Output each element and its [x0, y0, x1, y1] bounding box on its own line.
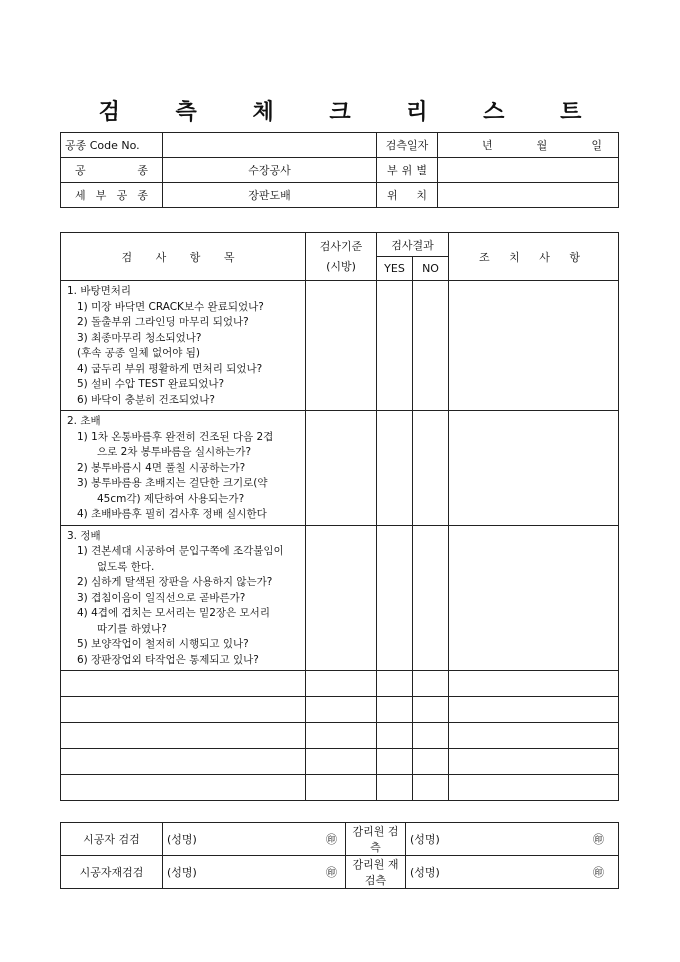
section-heading: 3. 정배 — [67, 529, 101, 542]
no-cell[interactable] — [413, 775, 449, 801]
label-trade: 공 종 — [61, 158, 163, 183]
list-item: 5) 설비 수압 TEST 완료되었나? — [77, 378, 225, 390]
signature-row-2 — [61, 856, 619, 889]
action-cell[interactable] — [449, 281, 619, 411]
standard-cell[interactable] — [306, 697, 377, 723]
action-cell[interactable] — [449, 775, 619, 801]
standard-cell[interactable] — [306, 525, 377, 671]
no-cell[interactable] — [413, 525, 449, 671]
list-item: 1) 견본세대 시공하여 문입구쪽에 조각불임이 — [77, 545, 284, 557]
inspection-table — [60, 232, 619, 801]
label-contractor-recheck: 시공자재검검 — [61, 856, 163, 889]
list-item: 3) 겹침이음이 일직선으로 곧바른가? — [77, 591, 246, 604]
action-cell[interactable] — [449, 697, 619, 723]
list-item: 6) 바닥이 충분히 건조되었나? — [77, 393, 215, 406]
action-cell[interactable] — [449, 723, 619, 749]
item-cell[interactable] — [61, 775, 306, 801]
name-label: (성명) — [167, 833, 197, 846]
name-label: (성명) — [410, 833, 440, 846]
label-code-no: 공종 Code No. — [61, 133, 163, 158]
action-cell[interactable] — [449, 411, 619, 526]
list-item: 으로 2차 봉투바름을 실시하는가? — [97, 446, 252, 458]
seal-icon: ㊞ — [326, 833, 337, 846]
col-yes: YES — [377, 257, 413, 281]
seal-icon: ㊞ — [593, 833, 604, 846]
date-year: 년 — [482, 139, 493, 152]
contractor-signature[interactable] — [163, 823, 346, 856]
empty-row — [61, 775, 619, 801]
no-cell[interactable] — [413, 723, 449, 749]
section-row-2 — [61, 411, 619, 526]
seal-icon: ㊞ — [593, 866, 604, 879]
col-inspection-item: 검 사 항 목 — [61, 233, 306, 281]
contractor-recheck-signature[interactable] — [163, 856, 346, 889]
list-item: (후속 공종 일체 없어야 됨) — [77, 347, 200, 359]
section-row-3 — [61, 525, 619, 671]
item-cell[interactable] — [61, 697, 306, 723]
section-heading: 1. 바탕면처리 — [67, 285, 132, 297]
item-cell[interactable] — [61, 671, 306, 697]
date-day: 일 — [591, 139, 602, 152]
date-month: 월 — [536, 139, 548, 152]
yes-cell[interactable] — [377, 775, 413, 801]
section-2 — [61, 411, 306, 526]
yes-cell[interactable] — [377, 697, 413, 723]
standard-cell[interactable] — [306, 723, 377, 749]
list-item: 4) 굽두리 부위 평활하게 면처리 되었나? — [77, 362, 263, 375]
action-cell[interactable] — [449, 749, 619, 775]
yes-cell[interactable] — [377, 281, 413, 411]
no-cell[interactable] — [413, 411, 449, 526]
value-inspection-date[interactable] — [438, 133, 619, 158]
col-no: NO — [413, 257, 449, 281]
name-label: (성명) — [410, 866, 440, 879]
yes-cell[interactable] — [377, 749, 413, 775]
empty-row — [61, 723, 619, 749]
empty-row — [61, 697, 619, 723]
no-cell[interactable] — [413, 697, 449, 723]
list-item: 3) 최종마무리 청소되었나? — [77, 331, 202, 344]
value-subtrade[interactable]: 장판도배 — [163, 183, 377, 208]
action-cell[interactable] — [449, 671, 619, 697]
list-item: 없도록 한다. — [97, 560, 155, 573]
header-row-trade — [61, 158, 619, 183]
label-inspection-date: 검측일자 — [377, 133, 438, 158]
signature-row-1 — [61, 823, 619, 856]
section-1 — [61, 281, 306, 411]
standard-cell[interactable] — [306, 749, 377, 775]
standard-cell[interactable] — [306, 671, 377, 697]
header-row-code — [61, 133, 619, 158]
no-cell[interactable] — [413, 671, 449, 697]
standard-cell[interactable] — [306, 411, 377, 526]
label-supervisor-recheck: 감리원 재검측 — [346, 856, 406, 889]
yes-cell[interactable] — [377, 411, 413, 526]
header-row-subtrade — [61, 183, 619, 208]
empty-row — [61, 671, 619, 697]
col-standard — [306, 233, 377, 281]
list-item: 2) 돌출부위 그라인딩 마무리 되었나? — [77, 316, 249, 328]
list-item: 2) 심하게 탈색된 장판을 사용하지 않는가? — [77, 576, 273, 588]
standard-cell[interactable] — [306, 281, 377, 411]
col-standard-sub: (시방) — [326, 259, 356, 273]
standard-cell[interactable] — [306, 775, 377, 801]
list-item: 5) 보양작업이 철저히 시행되고 있나? — [77, 638, 249, 650]
section-heading: 2. 초배 — [67, 415, 101, 427]
col-result: 검사결과 — [377, 233, 449, 257]
seal-icon: ㊞ — [326, 866, 337, 879]
supervisor-signature[interactable] — [406, 823, 619, 856]
empty-row — [61, 749, 619, 775]
label-contractor-check: 시공자 검검 — [61, 823, 163, 856]
value-part[interactable] — [438, 158, 619, 183]
header-table — [60, 132, 619, 208]
action-cell[interactable] — [449, 525, 619, 671]
label-supervisor-check: 감리원 검 측 — [346, 823, 406, 856]
label-subtrade: 세 부 공 종 — [61, 183, 163, 208]
section-row-1 — [61, 281, 619, 411]
name-label: (성명) — [167, 866, 197, 879]
main-header-row — [61, 233, 619, 257]
page-title: 검 측 체 크 리 스 트 — [98, 99, 606, 125]
item-cell[interactable] — [61, 723, 306, 749]
list-item: 1) 1차 온통바름후 완전히 건조된 다음 2겹 — [77, 430, 274, 443]
col-action: 조 치 사 항 — [449, 233, 619, 281]
signature-table — [60, 822, 619, 889]
value-location[interactable] — [438, 183, 619, 208]
list-item: 3) 봉투바름용 초배지는 걸단한 크기로(약 — [77, 477, 268, 489]
value-trade[interactable]: 수장공사 — [163, 158, 377, 183]
yes-cell[interactable] — [377, 671, 413, 697]
supervisor-recheck-signature[interactable] — [406, 856, 619, 889]
no-cell[interactable] — [413, 281, 449, 411]
section-3 — [61, 525, 306, 671]
list-item: 4) 초배바름후 필히 검사후 정배 실시한다 — [77, 508, 267, 520]
list-item: 6) 장판장업외 타작업은 통제되고 있나? — [77, 653, 259, 666]
yes-cell[interactable] — [377, 723, 413, 749]
col-standard-label: 검사기준 — [319, 239, 363, 253]
list-item: 4) 4겹에 겹치는 모서리는 밑2장은 모서리 — [77, 607, 270, 619]
value-code-no[interactable] — [163, 133, 377, 158]
list-item: 1) 미장 바닥면 CRACK보수 완료되었나? — [77, 300, 264, 313]
list-item: 45cm각) 제단하여 사용되는가? — [97, 492, 245, 505]
list-item: 따기를 하였나? — [97, 622, 167, 635]
list-item: 2) 봉투바름시 4면 풀칠 시공하는가? — [77, 461, 246, 474]
label-part: 부 위 별 — [377, 158, 438, 183]
yes-cell[interactable] — [377, 525, 413, 671]
item-cell[interactable] — [61, 749, 306, 775]
label-location: 위 치 — [377, 183, 438, 208]
no-cell[interactable] — [413, 749, 449, 775]
